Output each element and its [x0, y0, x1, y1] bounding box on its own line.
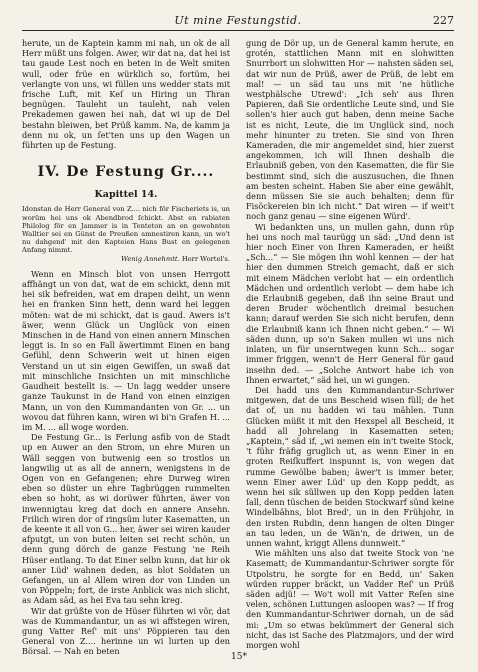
- paragraph: Dei hadd uns den Kummandantur-Schriwer mitgewen, dat de uns Bescheid wisen füll; de het dat of, un nu hadden wi tau mählen. Tunn Glücken müßt it mit den Hexspel all Bescheid, it hadd all Johrelang in Kasematten seten; „Kaptein,“ säd if, „wi nemen ein in't tweite Stock, 't führ fräfig gruglich ut, as wenn Einer in en groten Reiſkuffert inspunnt is, von wegen dat rumme Gewölbe baben; äwer't is immer beter, wenn Einer awer Lüd' up den Kopp peddt, as wenn hei sik süllwen up den Kopp pedden laten ſall, denn tüschen de beiden Stockwarf sünd keine Windelbähns, blot Bred', un in den Frühjohr, in den irsten Rubdin, denn hangen de olten Dinger an tau leden, un de Wän'n, de driwen, un de unnen wahnt, kriggt Allens dunnweit.“: [246, 384, 454, 548]
- chapter-summary: [22, 205, 230, 262]
- paragraph: Wir dat grüßte von de Hüser führten wi vör, dat was de Kummandantur, un as wi affstegen wiren, gung Vatter Reſ' mit uns' Pöppieren tau den General von Z.... herinne un wi lurten up den Börsal. — Nah en beten: [22, 605, 230, 657]
- paragraph: Wi bedankten uns, un mullen gahn, dunn rüp hei uns noch mal taurügg un säd: „Und denn ist hier noch Einer von Ihren Kameraden, er heißt „Sch...“ — Sie mögen ihn wohl kennen — der hat hier den dummen Streich gemacht, daß er sich mit einem Mädchen verlobt hat — ein ordentlich Mädchen und ordentlich verlobt — dem habe ich die Erlaubniß gegeben, daß ihn seine Braut und deren Bruder wöchentlich dreimal besuchen kann; darauf werden Sie sich nicht berufen, denn die Erlaubniß kann ich Ihnen nicht geben.“ — Wi säden dunn, up so'n Saken mullen wi uns nich inlaten, un für unserntwegen kunn Sch... sogar immer friggen, wenn't de Herr General für gaud inseihn ded. — „Solche Antwort habe ich von Ihnen erwartet,“ säd hei, un wi gungen.: [246, 221, 454, 385]
- section-heading: Kapittel 14.: [94, 189, 158, 201]
- left-column: [22, 38, 230, 657]
- signature-mark: 15*: [231, 652, 247, 662]
- right-column: [246, 38, 454, 650]
- paragraph: De Festung Gr... is Ferlung asfib von de Stadt up en Auwer an den Strom, un ehre Muren un Wäll seggen von butwenig een so trostlos un langwilig ut as all de annern, wenigstens in de Ogen von en Gefangenen; ehre Durweg wiren eben so düster un ehre Tagbrüggen rummelten eben so hoht, as wi dorüwer führten, äwer von inwennigtau kreg dat doch en annere Ansehn. Frilich wiren dor of ringsüm luter Kasematten, un de keente it all von G... her, äwer sei wiren kauder afputgt, un von buten leiten sei recht schön, un denn gung dörch de ganze Festung 'ne Reih Hüser entlang. To dat Einer selbn kunn, dat hir ok anner Lüd' wahnen deden, as blot Soldaten un Gefangen, un al Allem wiren dor von Linden un von Pöppeln; fort, de irste Anblick was nich slicht, as Adam säd, as hei Eva tau sehn kreg.: [22, 432, 230, 606]
- running-title: Ut mine Festungstid.: [174, 14, 302, 27]
- summary-text: Idonstan de Herr General von Z.... nich för Fischeriets is, un worüm hei uns ok Abendbrod ſchickt. Abst en rabiaten Philolog för en Jammer is in Tenteton an en gewohnten Walltier sei en Günst de Preußen amnestiren kann, un wo't nu dahgend' mit den Kapteien Hans Bust en gelegenen Anfang nimmt.: [22, 205, 230, 255]
- chapter-title: IV. De Festung Gr....: [37, 164, 215, 181]
- running-header: [22, 14, 454, 31]
- paragraph: herute, un de Kaptein kamm mi nah, un ok de all Herr müßt uns folgen. Awer, wir dat na, dat hei ist tau gaude Lest noch en beten in de Welt smiten wull, oder früe en würklich so, fortüm, hei verlangte von uns, wi füllen uns wedder stats mit frische Luft, mit Keſ un Hiring un Thran begnügen. Tauleht un tauleht, nah velen Prekademen gawen hei nah, dat wi up de Del bestahn bleiwen, bet Prüß kamm. Na, de kamm ja denn nu ok, un ſet'ten uns up den Wagen un führten up de Festung.: [22, 38, 230, 151]
- paragraph: gung de Dör up, un de General kamm herute, en grotén, stattlichen Mann mit en slohwitten Snurrbort un slohwitten Hor — nahsten säden sei, dat wir nun de Prüß, awer de Prüß, de lebt em mal! — un säd tau uns mit 'ne hütliche westphälsche Utrewd': „Ich seh' aus Ihren Papieren, daß Sie ordentliche Leute sind, und Sie sollen's hier auch gut haben, denn meine Sache ist es nicht, Leute, die im Unglück sind, noch mehr hinunter zu treten. Sie sind von Ihren Kameraden, die mir angemeldet sind, hier zuerst angekommen, ich will Ihnen deshalb die Erlaubniß geben, von den Kasematten, die für Sie bestimmt sind, sich die auszusuchen, die Ihnen am besten scheint. Haben Sie aber eine gewählt, denn müssen Sie sie auch behalten; denn für Fisöckereien bin ich nicht.“ Dat wiren — if weit't noch ganz genau — sine eigenen Würd'.: [246, 38, 454, 222]
- paragraph: Wie mählten uns also dat tweite Stock von 'ne Kasematt; de Kummandantur-Schriwer sorgte för Utpolstru, he sorgte for en Bedd, un' Saken würden rupper bräckt, un Vadder Reſ' un Prüß säden adjü! — Wo't woll mit Vatter Reſen sine velen, schönen Luttungen asloopen was? — If frog den Kummandantur-Schriwer dornah, un de säd mi: „Um so etwas bekümmert der General sich nicht, das ist Sache des Platzmajors, und der wird morgen wohl: [246, 548, 454, 650]
- page-number: 227: [433, 14, 454, 27]
- paragraph: Wenn en Minsch blot von unsen Herrgott affhängt un von dat, wat de em schickt, denn mit hei sik befreiden, wat em drapen deiht, un wenn hei en franken Sinn hett, denn ward hei leggen möten: wat de mi schickt, dat is gaud. Awers is't äwer, wenn Glück un Unglück von einen Minschen in de Hand von einen annern Minschen leggt is. In so en Fall äwertimmt Einen en bang Gefühl, denn Schwerin weit ut hinen eigen Verstand un ut sin eigen Gewiſſen, un swaß dat mit minschliche Insichten un mit minschliche Gaudheit bestellt is. — Un lagg wedder unsere ganze Taukunst in de Hand von einen einzigen Mann, un von den Kummandanten von Gr. ... un wovou dat führen kann, wiren wi bi'n Grafen H. ... im M. ... all woge worden.: [22, 268, 230, 432]
- attribution-note: Wenig Annehmtt.: [121, 254, 180, 263]
- attribution-author: Herr Wortel's.: [181, 254, 230, 263]
- summary-attribution: [22, 255, 230, 263]
